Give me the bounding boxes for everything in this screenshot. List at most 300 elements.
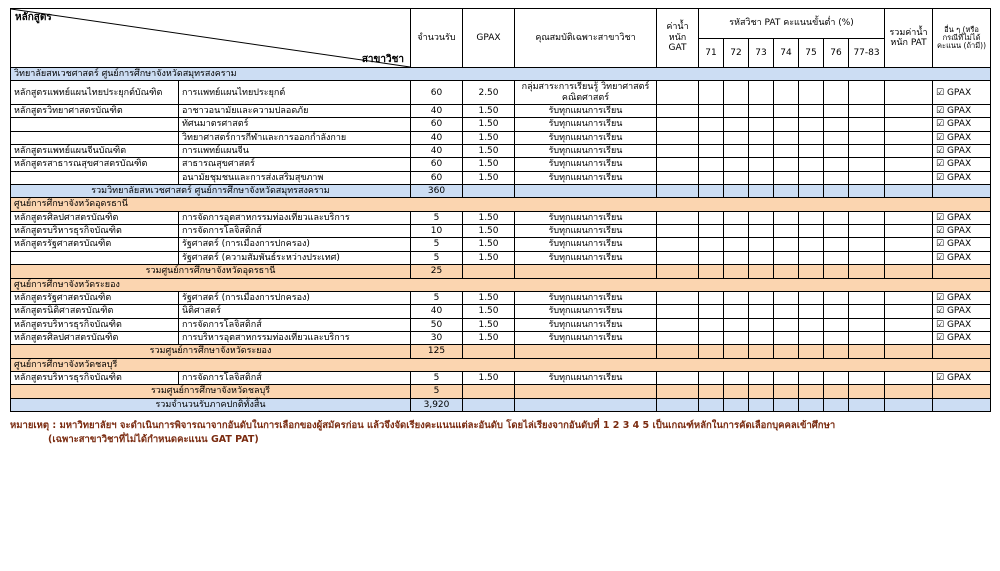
- summary-other: [933, 345, 991, 358]
- grand-total-pat-75: [799, 398, 824, 411]
- cell-pat-75: [799, 238, 824, 251]
- cell-pat-weight: [885, 371, 933, 384]
- cell-pat-74: [774, 318, 799, 331]
- summary-gat: [657, 385, 699, 398]
- cell-pat-7783: [849, 105, 885, 118]
- cell-pat-73: [749, 118, 774, 131]
- cell-seats: 40: [411, 305, 463, 318]
- cell-major: การจัดการโลจิสติกส์: [179, 318, 411, 331]
- grand-total-gat: [657, 398, 699, 411]
- cell-pat-73: [749, 318, 774, 331]
- table-row: [11, 131, 991, 144]
- cell-pat-72: [724, 81, 749, 105]
- summary-pat-73: [749, 185, 774, 198]
- cell-pat-76: [824, 238, 849, 251]
- cell-other: ☑ GPAX: [933, 331, 991, 344]
- summary-pat-7783: [849, 385, 885, 398]
- table-row: [11, 171, 991, 184]
- cell-gpax: 1.50: [463, 158, 515, 171]
- summary-pat-weight: [885, 385, 933, 398]
- summary-other: [933, 185, 991, 198]
- cell-pat-75: [799, 318, 824, 331]
- header-gpax: GPAX: [463, 9, 515, 68]
- cell-pat-73: [749, 158, 774, 171]
- cell-gat: [657, 105, 699, 118]
- cell-gpax: 1.50: [463, 171, 515, 184]
- summary-pat-76: [824, 385, 849, 398]
- cell-other: ☑ GPAX: [933, 291, 991, 304]
- summary-pat-72: [724, 185, 749, 198]
- header-program-label: หลักสูตร: [15, 12, 52, 23]
- summary-label: รวมวิทยาลัยสหเวชศาสตร์ ศูนย์การศึกษาจังหวัดสมุทรสงคราม: [11, 185, 411, 198]
- cell-major: การจัดการอุตสาหกรรมท่องเที่ยวและบริการ: [179, 211, 411, 224]
- cell-pat-7783: [849, 291, 885, 304]
- cell-pat-75: [799, 225, 824, 238]
- cell-pat-76: [824, 105, 849, 118]
- cell-pat-71: [699, 118, 724, 131]
- cell-pat-73: [749, 331, 774, 344]
- section-header-row: [11, 358, 991, 371]
- cell-pat-76: [824, 331, 849, 344]
- summary-pat-7783: [849, 345, 885, 358]
- cell-major: การจัดการโลจิสติกส์: [179, 225, 411, 238]
- cell-pat-71: [699, 158, 724, 171]
- cell-qualification: รับทุกแผนการเรียน: [515, 331, 657, 344]
- cell-pat-71: [699, 81, 724, 105]
- cell-major: นิติศาสตร์: [179, 305, 411, 318]
- grand-total-label: รวมจำนวนรับภาคปกติทั้งสิ้น: [11, 398, 411, 411]
- cell-qualification: รับทุกแผนการเรียน: [515, 158, 657, 171]
- summary-gpax: [463, 345, 515, 358]
- cell-pat-75: [799, 331, 824, 344]
- cell-pat-7783: [849, 225, 885, 238]
- cell-other: ☑ GPAX: [933, 211, 991, 224]
- cell-other: ☑ GPAX: [933, 131, 991, 144]
- cell-pat-weight: [885, 251, 933, 264]
- cell-pat-71: [699, 291, 724, 304]
- cell-pat-71: [699, 318, 724, 331]
- grand-total-row: [11, 398, 991, 411]
- cell-qualification: รับทุกแผนการเรียน: [515, 251, 657, 264]
- header-seats: จำนวนรับ: [411, 9, 463, 68]
- table-row: [11, 318, 991, 331]
- cell-pat-73: [749, 145, 774, 158]
- header-pat-73: 73: [749, 38, 774, 68]
- cell-pat-weight: [885, 105, 933, 118]
- cell-pat-weight: [885, 158, 933, 171]
- cell-pat-7783: [849, 251, 885, 264]
- cell-pat-7783: [849, 305, 885, 318]
- cell-pat-76: [824, 291, 849, 304]
- section-title: ศูนย์การศึกษาจังหวัดอุดรธานี: [11, 198, 991, 211]
- cell-gat: [657, 211, 699, 224]
- cell-pat-76: [824, 225, 849, 238]
- table-row: [11, 251, 991, 264]
- cell-pat-72: [724, 211, 749, 224]
- cell-seats: 60: [411, 171, 463, 184]
- cell-gpax: 1.50: [463, 131, 515, 144]
- cell-qualification: รับทุกแผนการเรียน: [515, 305, 657, 318]
- cell-gat: [657, 238, 699, 251]
- cell-pat-weight: [885, 238, 933, 251]
- cell-pat-72: [724, 158, 749, 171]
- cell-pat-72: [724, 145, 749, 158]
- header-qualification: คุณสมบัติเฉพาะสาขาวิชา: [515, 9, 657, 68]
- summary-pat-76: [824, 265, 849, 278]
- cell-pat-76: [824, 131, 849, 144]
- cell-seats: 10: [411, 225, 463, 238]
- cell-pat-75: [799, 158, 824, 171]
- cell-pat-7783: [849, 81, 885, 105]
- cell-major: รัฐศาสตร์ (การเมืองการปกครอง): [179, 291, 411, 304]
- cell-major: การบริหารอุตสาหกรรมท่องเที่ยวและบริการ: [179, 331, 411, 344]
- cell-pat-75: [799, 145, 824, 158]
- cell-pat-76: [824, 81, 849, 105]
- cell-pat-75: [799, 81, 824, 105]
- cell-pat-74: [774, 105, 799, 118]
- cell-pat-72: [724, 331, 749, 344]
- cell-qualification: รับทุกแผนการเรียน: [515, 118, 657, 131]
- cell-program: หลักสูตรบริหารธุรกิจบัณฑิต: [11, 225, 179, 238]
- cell-pat-76: [824, 145, 849, 158]
- summary-gat: [657, 345, 699, 358]
- cell-pat-71: [699, 171, 724, 184]
- cell-pat-75: [799, 305, 824, 318]
- cell-program: หลักสูตรบริหารธุรกิจบัณฑิต: [11, 371, 179, 384]
- cell-gpax: 1.50: [463, 318, 515, 331]
- cell-pat-72: [724, 305, 749, 318]
- cell-pat-weight: [885, 171, 933, 184]
- cell-gpax: 1.50: [463, 371, 515, 384]
- summary-qualification: [515, 185, 657, 198]
- cell-pat-74: [774, 331, 799, 344]
- section-summary-row: [11, 385, 991, 398]
- cell-pat-71: [699, 305, 724, 318]
- cell-major: อนามัยชุมชนและการส่งเสริมสุขภาพ: [179, 171, 411, 184]
- cell-pat-73: [749, 171, 774, 184]
- cell-pat-72: [724, 225, 749, 238]
- cell-pat-76: [824, 171, 849, 184]
- summary-other: [933, 265, 991, 278]
- cell-program: หลักสูตรศิลปศาสตรบัณฑิต: [11, 331, 179, 344]
- cell-other: ☑ GPAX: [933, 238, 991, 251]
- grand-total-pat-74: [774, 398, 799, 411]
- cell-program: หลักสูตรวิทยาศาสตรบัณฑิต: [11, 105, 179, 118]
- summary-gpax: [463, 385, 515, 398]
- cell-seats: 5: [411, 291, 463, 304]
- table-row: [11, 371, 991, 384]
- cell-pat-72: [724, 251, 749, 264]
- cell-seats: 60: [411, 81, 463, 105]
- admission-table: [10, 8, 991, 412]
- cell-pat-weight: [885, 305, 933, 318]
- cell-other: ☑ GPAX: [933, 371, 991, 384]
- cell-major: ทัศนมาตรศาสตร์: [179, 118, 411, 131]
- cell-pat-72: [724, 118, 749, 131]
- section-header-row: [11, 68, 991, 81]
- cell-pat-72: [724, 291, 749, 304]
- summary-pat-74: [774, 185, 799, 198]
- cell-pat-76: [824, 251, 849, 264]
- section-title: วิทยาลัยสหเวชศาสตร์ ศูนย์การศึกษาจังหวัดสมุทรสงคราม: [11, 68, 991, 81]
- section-header-row: [11, 198, 991, 211]
- cell-gpax: 1.50: [463, 118, 515, 131]
- cell-program: หลักสูตรศิลปศาสตรบัณฑิต: [11, 211, 179, 224]
- cell-major: สาธารณสุขศาสตร์: [179, 158, 411, 171]
- summary-pat-73: [749, 265, 774, 278]
- cell-qualification: รับทุกแผนการเรียน: [515, 318, 657, 331]
- cell-pat-74: [774, 171, 799, 184]
- cell-pat-74: [774, 238, 799, 251]
- cell-pat-73: [749, 81, 774, 105]
- cell-qualification: รับทุกแผนการเรียน: [515, 291, 657, 304]
- summary-pat-71: [699, 345, 724, 358]
- header-pat-weight: รวมค่าน้ำหนัก PAT: [885, 9, 933, 68]
- cell-pat-73: [749, 251, 774, 264]
- header-major-label: สาขาวิชา: [361, 53, 404, 65]
- cell-other: ☑ GPAX: [933, 251, 991, 264]
- table-row: [11, 291, 991, 304]
- cell-pat-76: [824, 318, 849, 331]
- cell-gat: [657, 81, 699, 105]
- cell-major: การแพทย์แผนไทยประยุกต์: [179, 81, 411, 105]
- cell-qualification: รับทุกแผนการเรียน: [515, 145, 657, 158]
- cell-gpax: 1.50: [463, 251, 515, 264]
- cell-pat-7783: [849, 171, 885, 184]
- cell-major: วิทยาศาสตร์การกีฬาและการออกกำลังกาย: [179, 131, 411, 144]
- summary-pat-72: [724, 345, 749, 358]
- summary-pat-weight: [885, 265, 933, 278]
- cell-pat-7783: [849, 371, 885, 384]
- cell-gpax: 1.50: [463, 211, 515, 224]
- table-row: [11, 211, 991, 224]
- grand-total-pat-weight: [885, 398, 933, 411]
- summary-pat-75: [799, 185, 824, 198]
- summary-pat-75: [799, 345, 824, 358]
- summary-pat-76: [824, 185, 849, 198]
- cell-pat-74: [774, 131, 799, 144]
- cell-pat-weight: [885, 145, 933, 158]
- summary-label: รวมศูนย์การศึกษาจังหวัดระยอง: [11, 345, 411, 358]
- cell-pat-73: [749, 291, 774, 304]
- summary-pat-7783: [849, 185, 885, 198]
- summary-pat-76: [824, 345, 849, 358]
- cell-gat: [657, 131, 699, 144]
- cell-pat-73: [749, 105, 774, 118]
- cell-other: ☑ GPAX: [933, 145, 991, 158]
- cell-qualification: กลุ่มสาระการเรียนรู้ วิทยาศาสตร์ คณิตศาสตร์: [515, 81, 657, 105]
- cell-other: ☑ GPAX: [933, 105, 991, 118]
- cell-pat-7783: [849, 331, 885, 344]
- grand-total-pat-71: [699, 398, 724, 411]
- cell-pat-74: [774, 371, 799, 384]
- table-row: [11, 305, 991, 318]
- cell-pat-75: [799, 291, 824, 304]
- summary-pat-71: [699, 385, 724, 398]
- section-title: ศูนย์การศึกษาจังหวัดชลบุรี: [11, 358, 991, 371]
- cell-pat-7783: [849, 145, 885, 158]
- cell-other: ☑ GPAX: [933, 171, 991, 184]
- header-pat-7783: 77-83: [849, 38, 885, 68]
- cell-program: หลักสูตรแพทย์แผนไทยประยุกต์บัณฑิต: [11, 81, 179, 105]
- cell-other: ☑ GPAX: [933, 118, 991, 131]
- footnote-line-1: หมายเหตุ : มหาวิทยาลัยฯ จะดำเนินการพิจารณาจากอันดับในการเลือกของผู้สมัครก่อน แล้วจึงจัดเรียงคะแนนแต่ละอันดับ โดยไล่เรียงจากอันดับที่ 1 2 3 4 5 เป็นเกณฑ์หลักในการคัดเลือกบุคคลเข้าศึกษา: [10, 419, 836, 431]
- cell-gat: [657, 371, 699, 384]
- cell-gpax: 1.50: [463, 238, 515, 251]
- table-row: [11, 145, 991, 158]
- cell-pat-74: [774, 118, 799, 131]
- cell-pat-76: [824, 211, 849, 224]
- summary-label: รวมศูนย์การศึกษาจังหวัดชลบุรี: [11, 385, 411, 398]
- cell-pat-71: [699, 225, 724, 238]
- summary-pat-73: [749, 345, 774, 358]
- cell-qualification: รับทุกแผนการเรียน: [515, 105, 657, 118]
- summary-pat-71: [699, 265, 724, 278]
- diagonal-divider-icon: [11, 9, 410, 67]
- cell-pat-weight: [885, 211, 933, 224]
- cell-pat-71: [699, 131, 724, 144]
- cell-other: ☑ GPAX: [933, 305, 991, 318]
- cell-gat: [657, 251, 699, 264]
- section-summary-row: [11, 345, 991, 358]
- cell-pat-76: [824, 158, 849, 171]
- cell-pat-weight: [885, 118, 933, 131]
- cell-program: [11, 131, 179, 144]
- table-row: [11, 118, 991, 131]
- cell-program: หลักสูตรแพทย์แผนจีนบัณฑิต: [11, 145, 179, 158]
- cell-pat-74: [774, 291, 799, 304]
- cell-gat: [657, 118, 699, 131]
- header-gat: ค่าน้ำหนัก GAT: [657, 9, 699, 68]
- header-pat-group: รหัสวิชา PAT คะแนนขั้นต่ำ (%): [699, 9, 885, 39]
- cell-pat-75: [799, 251, 824, 264]
- header-pat-75: 75: [799, 38, 824, 68]
- grand-total-qualification: [515, 398, 657, 411]
- cell-major: การแพทย์แผนจีน: [179, 145, 411, 158]
- cell-major: อาชาวอนามัยและความปลอดภัย: [179, 105, 411, 118]
- cell-seats: 50: [411, 318, 463, 331]
- summary-pat-74: [774, 265, 799, 278]
- cell-pat-71: [699, 371, 724, 384]
- cell-pat-75: [799, 118, 824, 131]
- table-row: [11, 158, 991, 171]
- cell-program: [11, 118, 179, 131]
- footnote-line-2: (เฉพาะสาขาวิชาที่ไม่ได้กำหนดคะแนน GAT PAT): [48, 434, 259, 446]
- footnote-block: [10, 419, 990, 448]
- table-row: [11, 331, 991, 344]
- summary-seats: 360: [411, 185, 463, 198]
- cell-pat-75: [799, 371, 824, 384]
- grand-total-pat-76: [824, 398, 849, 411]
- cell-pat-76: [824, 371, 849, 384]
- grand-total-seats: 3,920: [411, 398, 463, 411]
- summary-pat-75: [799, 265, 824, 278]
- cell-pat-75: [799, 131, 824, 144]
- summary-gpax: [463, 265, 515, 278]
- cell-pat-7783: [849, 318, 885, 331]
- cell-program: [11, 171, 179, 184]
- cell-pat-73: [749, 211, 774, 224]
- cell-gpax: 2.50: [463, 81, 515, 105]
- summary-qualification: [515, 345, 657, 358]
- grand-total-pat-72: [724, 398, 749, 411]
- cell-gat: [657, 145, 699, 158]
- summary-label: รวมศูนย์การศึกษาจังหวัดอุดรธานี: [11, 265, 411, 278]
- header-other: อื่น ๆ (หรือ กรณีที่ไม่ได้คะแนน (ถ้ามี)): [933, 9, 991, 68]
- cell-pat-73: [749, 131, 774, 144]
- cell-seats: 40: [411, 131, 463, 144]
- cell-pat-weight: [885, 291, 933, 304]
- cell-pat-weight: [885, 331, 933, 344]
- summary-gat: [657, 185, 699, 198]
- header-pat-72: 72: [724, 38, 749, 68]
- cell-pat-76: [824, 305, 849, 318]
- cell-major: รัฐศาสตร์ (ความสัมพันธ์ระหว่างประเทศ): [179, 251, 411, 264]
- cell-pat-74: [774, 305, 799, 318]
- cell-program: หลักสูตรรัฐศาสตรบัณฑิต: [11, 291, 179, 304]
- cell-gat: [657, 171, 699, 184]
- table-row: [11, 225, 991, 238]
- cell-pat-72: [724, 105, 749, 118]
- cell-program: หลักสูตรสาธารณสุขศาสตรบัณฑิต: [11, 158, 179, 171]
- table-row: [11, 81, 991, 105]
- cell-pat-7783: [849, 131, 885, 144]
- cell-program: หลักสูตรบริหารธุรกิจบัณฑิต: [11, 318, 179, 331]
- cell-pat-74: [774, 81, 799, 105]
- header-pat-76: 76: [824, 38, 849, 68]
- summary-qualification: [515, 265, 657, 278]
- summary-seats: 5: [411, 385, 463, 398]
- cell-pat-71: [699, 238, 724, 251]
- cell-seats: 5: [411, 238, 463, 251]
- cell-pat-75: [799, 211, 824, 224]
- cell-seats: 30: [411, 331, 463, 344]
- cell-pat-7783: [849, 211, 885, 224]
- summary-pat-74: [774, 385, 799, 398]
- cell-seats: 5: [411, 371, 463, 384]
- cell-seats: 40: [411, 105, 463, 118]
- cell-pat-72: [724, 371, 749, 384]
- cell-gpax: 1.50: [463, 331, 515, 344]
- cell-seats: 40: [411, 145, 463, 158]
- grand-total-pat-7783: [849, 398, 885, 411]
- cell-gat: [657, 331, 699, 344]
- cell-pat-weight: [885, 225, 933, 238]
- cell-seats: 60: [411, 118, 463, 131]
- summary-pat-73: [749, 385, 774, 398]
- cell-pat-71: [699, 145, 724, 158]
- cell-gat: [657, 158, 699, 171]
- summary-pat-72: [724, 385, 749, 398]
- section-summary-row: [11, 265, 991, 278]
- cell-gat: [657, 318, 699, 331]
- section-summary-row: [11, 185, 991, 198]
- cell-gpax: 1.50: [463, 305, 515, 318]
- summary-seats: 25: [411, 265, 463, 278]
- cell-other: ☑ GPAX: [933, 318, 991, 331]
- summary-pat-7783: [849, 265, 885, 278]
- cell-seats: 5: [411, 211, 463, 224]
- cell-other: ☑ GPAX: [933, 81, 991, 105]
- cell-pat-75: [799, 171, 824, 184]
- cell-pat-71: [699, 105, 724, 118]
- cell-pat-71: [699, 251, 724, 264]
- cell-pat-73: [749, 238, 774, 251]
- cell-seats: 60: [411, 158, 463, 171]
- summary-seats: 125: [411, 345, 463, 358]
- cell-pat-71: [699, 211, 724, 224]
- cell-pat-weight: [885, 81, 933, 105]
